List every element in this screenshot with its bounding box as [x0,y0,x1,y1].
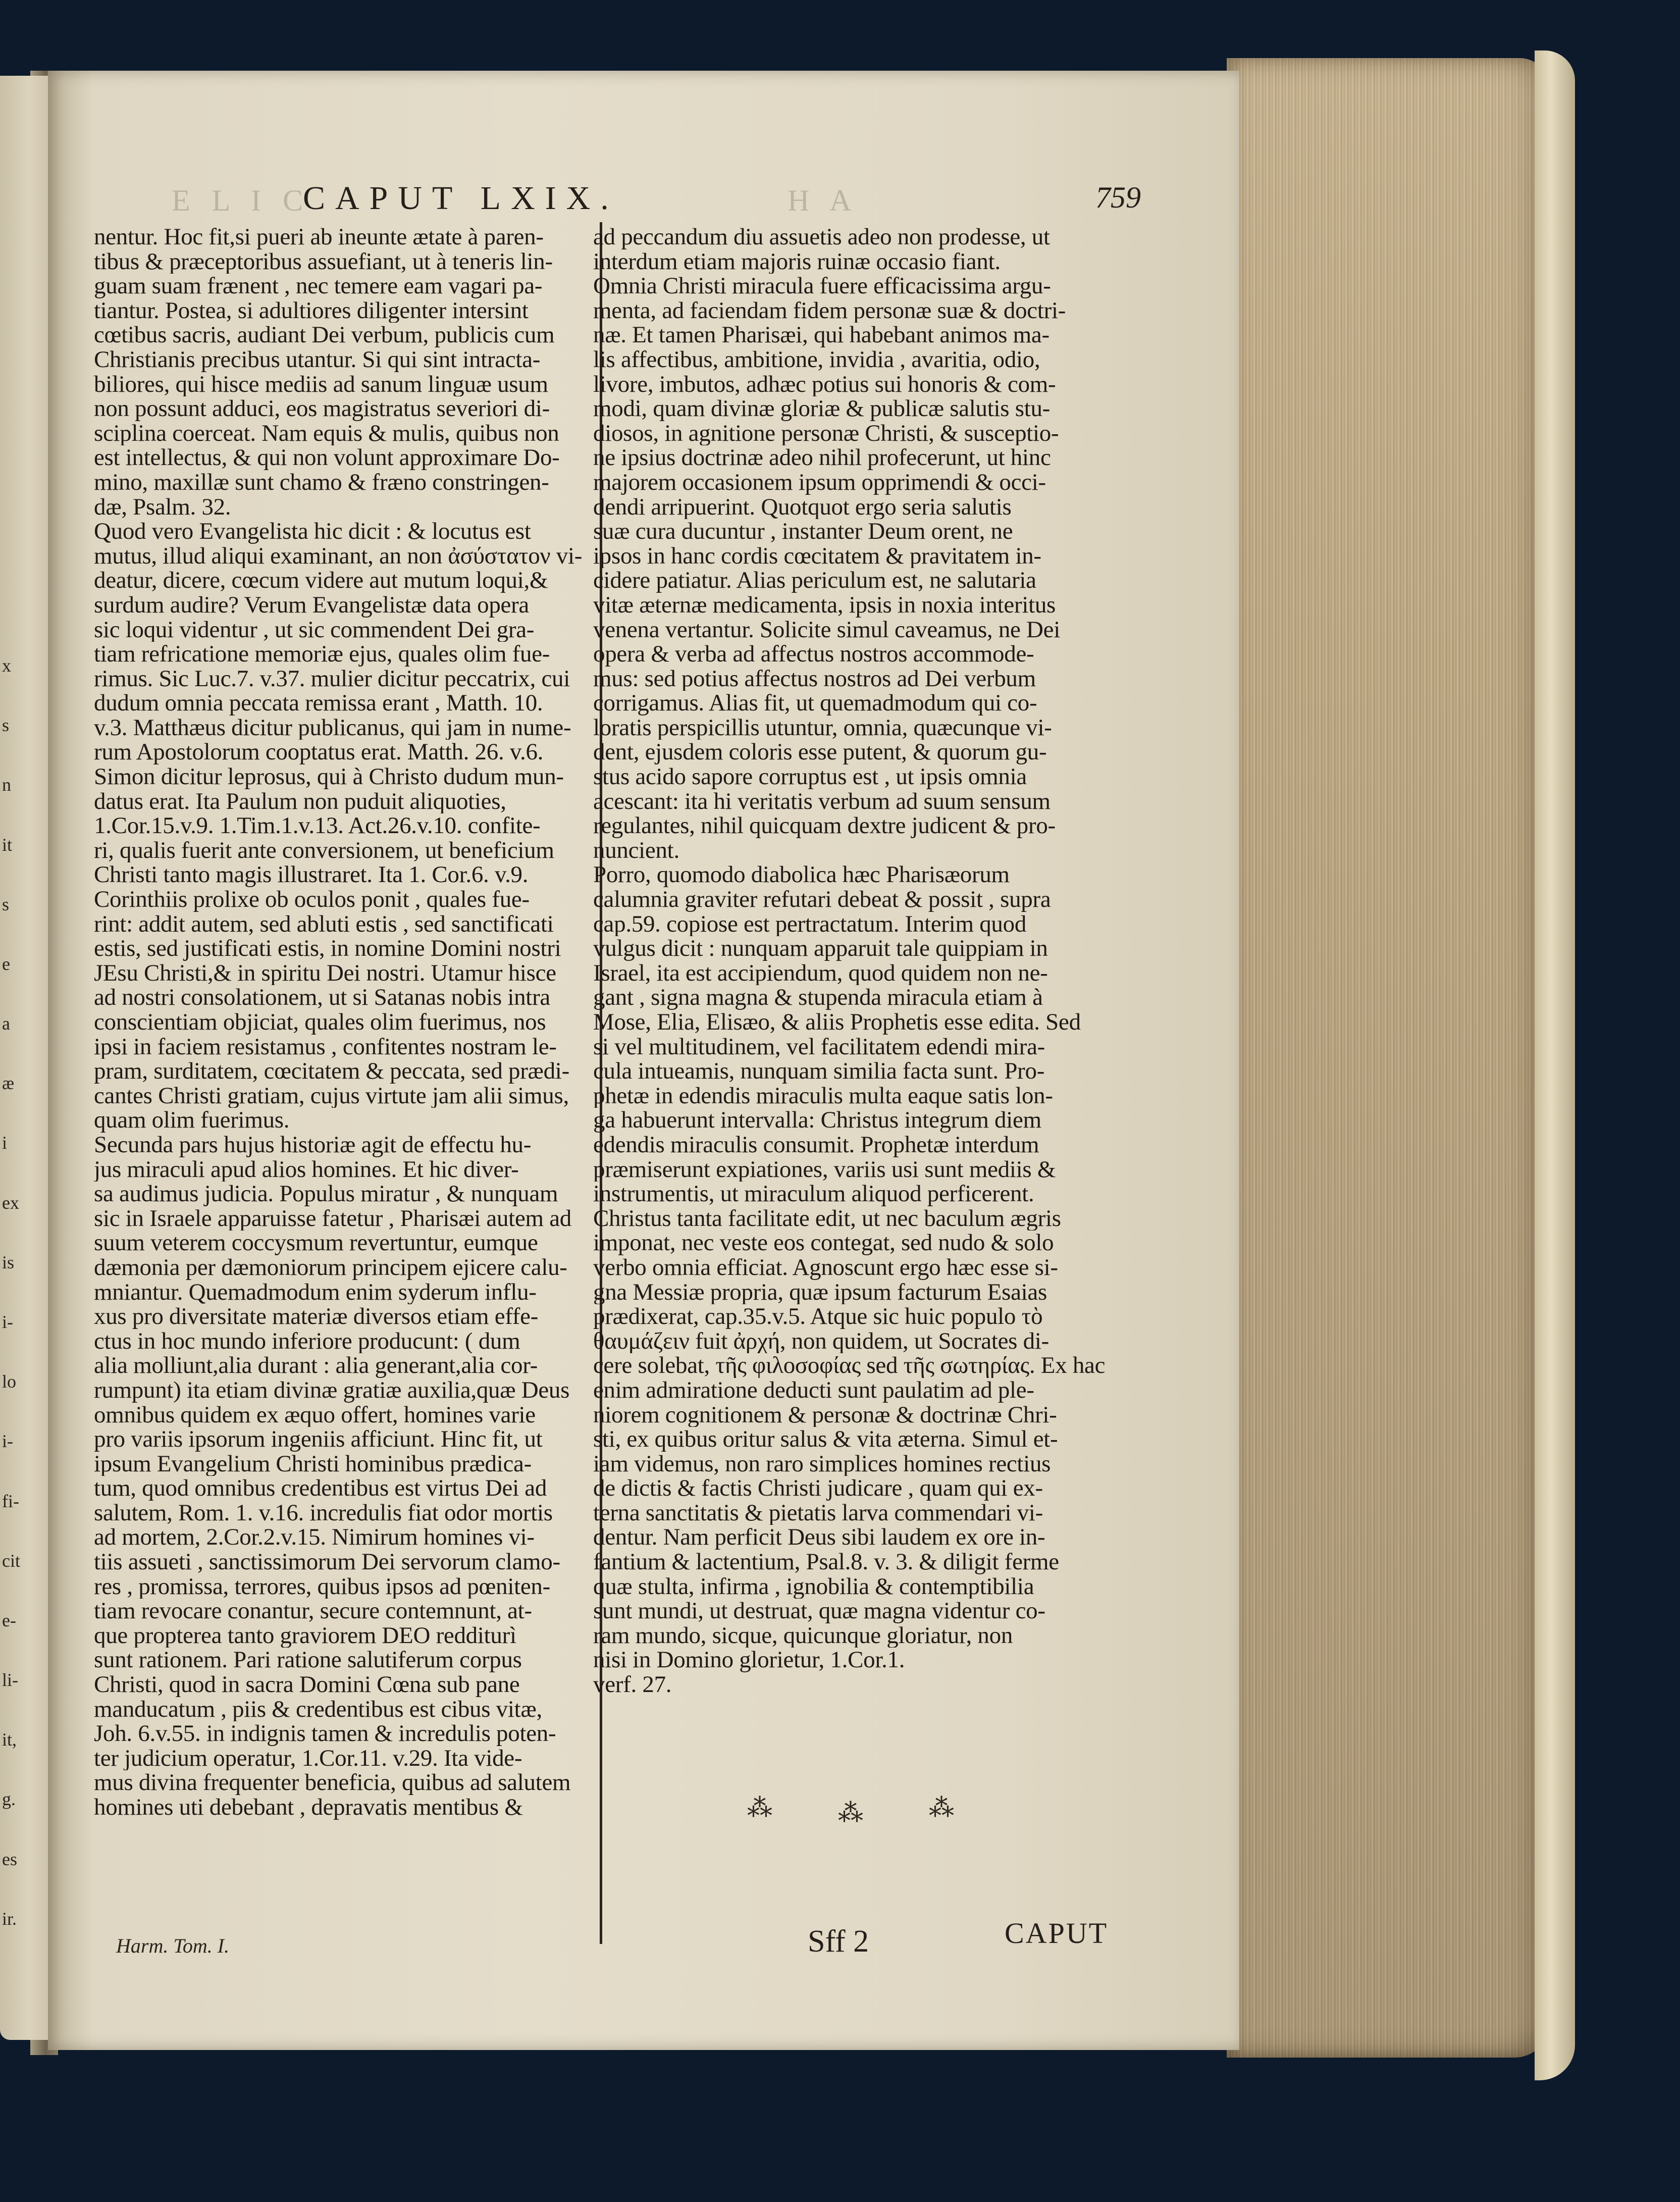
text-line: livore, imbutos, adhæc potius sui honoris & com- [593,372,1056,397]
text-line: salutem, Rom. 1. v.16. incredulis fiat odor mortis [94,1500,553,1525]
text-line: Quod vero Evangelista hic dicit : & locutus est [94,519,531,544]
running-head [172,179,1141,225]
text-line: cœtibus sacris, audiant Dei verbum, publicis cum [94,323,555,347]
asterism-ornament [747,1795,989,1835]
previous-page-fragment: s [2,715,10,736]
previous-page-fragment: i [2,1133,8,1153]
text-line: datus erat. Ita Paulum non puduit aliquoties, [94,789,506,814]
text-line: ne ipsius doctrinæ adeo nihil profecerunt, ut hinc [593,445,1051,470]
text-line: ad nostri consolationem, ut si Satanas nobis intra [94,985,550,1010]
previous-page-fragment: n [2,775,11,795]
text-line: phetæ in edendis miraculis multa eaque satis lon- [593,1083,1053,1108]
previous-page-fragment: e- [2,1610,16,1630]
text-line: Christianis precibus utantur. Si qui sint intracta- [94,347,541,372]
text-line: ipsi in faciem resistamus , confitentes nostram le- [94,1034,557,1059]
text-line: edendis miraculis consumit. Prophetæ interdum [593,1132,1039,1157]
text-line: sciplina coerceat. Nam equis & mulis, quibus non [94,421,559,446]
text-line: jus miraculi apud alios homines. Et hic diver- [94,1157,519,1182]
text-line: ram mundo, sicque, quicunque gloriatur, non [593,1623,1013,1648]
text-line: est intellectus, & qui non volunt approximare Do- [94,445,560,470]
text-line: loratis perspicillis utuntur, omnia, quæcunque vi- [593,715,1052,740]
text-line: næ. Et tamen Pharisæi, qui habebant animos ma- [593,323,1049,347]
text-line: Omnia Christi miracula fuere efficacissima argu- [593,274,1051,298]
text-line: mus divina frequenter beneficia, quibus ad salutem [94,1770,571,1795]
book-cover-edge [1535,50,1575,2080]
text-line: Christus tanta facilitate edit, ut nec baculum ægris [593,1206,1061,1231]
text-line: majorem occasionem ipsum opprimendi & occi- [593,470,1046,495]
text-line: gant , signa magna & stupenda miracula etiam à [593,985,1043,1010]
text-line: v.3. Matthæus dicitur publicanus, qui jam in nume- [94,715,571,740]
text-line: estis, sed justificati estis, in nomine Domini nostri [94,936,561,961]
text-line: mus: sed potius affectus nostros ad Dei verbum [593,666,1036,691]
text-line: ad peccandum diu assuetis adeo non prodesse, ut [593,225,1050,249]
text-line: alia molliunt,alia durant : alia generant,alia cor- [94,1353,538,1378]
previous-page-fragment: i- [2,1312,13,1332]
text-line: ipsum Evangelium Christi hominibus prædica- [94,1451,532,1476]
text-line: omnibus quidem ex æquo offert, homines varie [94,1402,536,1427]
text-line: stus acido sapore corruptus est , ut ipsis omnia [593,764,1027,789]
previous-page-fragment: s [2,894,10,914]
previous-page-fragment: fi- [2,1491,19,1511]
previous-page-fragment: ir. [2,1908,17,1929]
text-line: sunt rationem. Pari ratione salutiferum corpus [94,1648,522,1673]
text-line: sti, ex quibus oritur salus & vita æterna. Simul et- [593,1427,1058,1452]
text-line: regulantes, nihil quicquam dextre judicent & pro- [593,813,1056,838]
text-line: manducatum , piis & credentibus est cibus vitæ, [94,1697,542,1722]
text-line: opera & verba ad affectus nostros accommode- [593,642,1034,667]
text-line: surdum audire? Verum Evangelistæ data opera [94,592,529,618]
previous-page-fragment: es [2,1849,17,1869]
previous-page-fragment: li- [2,1670,18,1691]
previous-page-fragment: cit [2,1550,20,1571]
text-line: imponat, nec veste eos contegat, sed nudo & solo [593,1231,1054,1255]
text-line: ad mortem, 2.Cor.2.v.15. Nimirum homines vi- [94,1525,535,1550]
previous-page-fragment: it, [2,1729,17,1750]
text-line: modi, quam divinæ gloriæ & publicæ salutis stu- [593,396,1051,421]
text-line: enim admiratione deducti sunt paulatim ad ple- [593,1377,1034,1403]
previous-page-fragment: a [2,1013,10,1034]
ornament-glyph: ⁂ [929,1794,954,1822]
text-line: xus pro diversitate materiæ diversos etiam effe- [94,1304,539,1329]
text-line: vitæ æternæ medicamenta, ipsis in noxia interitus [593,592,1056,618]
text-line: 1.Cor.15.v.9. 1.Tim.1.v.13. Act.26.v.10. confite- [94,813,541,838]
previous-page-edge [0,76,48,2040]
ornament-glyph: ⁂ [747,1794,772,1822]
chapter-title: CAPUT LXIX. [303,180,619,217]
text-line: dent, ejusdem coloris esse putent, & quorum gu- [593,740,1047,765]
previous-page-fragment: e [2,953,10,974]
text-line: dæmonia per dæmoniorum principem ejicere calu- [94,1255,567,1280]
text-line: Porro, quomodo diabolica hæc Pharisæorum [593,862,1010,888]
previous-page-fragment: lo [2,1371,17,1392]
text-line: cap.59. copiose est pertractatum. Interim quod [593,911,1027,937]
previous-page-fragment: x [2,655,11,676]
text-line: Corinthiis prolixe ob oculos ponit , quales fue- [94,887,530,912]
text-line: verf. 27. [593,1672,672,1697]
right-text-column [593,225,1113,1697]
text-line: dendi arripuerint. Quotquot ergo seria salutis [593,494,1012,520]
text-line: suum veterem coccysmum revertuntur, eumque [94,1231,538,1255]
text-line: ctus in hoc mundo inferiore producunt: ( dum [94,1328,520,1354]
text-line: calumnia graviter refutari debeat & possit , supra [593,887,1051,912]
text-line: Secunda pars hujus historiæ agit de effectu hu- [94,1132,532,1157]
text-line: conscientiam objiciat, quales olim fuerimus, nos [94,1010,546,1035]
text-line: θαυμάζειν fuit ἀρχή, non quidem, ut Socrates di- [593,1328,1049,1354]
ornament-glyph: ⁂ [838,1799,863,1827]
text-line: interdum etiam majoris ruinæ occasio fiant. [593,249,1001,274]
previous-page-fragment: is [2,1252,15,1272]
text-line: terna sanctitatis & pietatis larva commendari vi- [593,1500,1043,1525]
text-line: sic loqui videntur , ut sic commendent Dei gra- [94,617,535,642]
text-line: rum Apostolorum cooptatus erat. Matth. 26. v.6. [94,740,544,765]
text-line: quam olim fuerimus. [94,1108,290,1133]
text-line: lis affectibus, ambitione, invidia , avaritia, odio, [593,347,1040,372]
catchword: CAPUT [1005,1917,1109,1950]
text-line: verbo omnia efficiat. Agnoscunt ergo hæc esse si- [593,1255,1058,1280]
previous-page-fragment: æ [2,1073,15,1094]
text-line: Christi tanto magis illustraret. Ita 1. Cor.6. v.9. [94,862,529,888]
text-line: deatur, dicere, cœcum videre aut mutum loqui,& [94,568,548,593]
text-line: de dictis & factis Christi judicare , quam qui ex- [593,1476,1043,1501]
text-line: dæ, Psalm. 32. [94,494,231,520]
previous-page-fragment: ex [2,1192,19,1213]
text-line: biliores, qui hisce mediis ad sanum linguæ usum [94,372,548,397]
text-line: ipsos in hanc cordis cœcitatem & pravitatem in- [593,543,1041,569]
show-through-text-left: E L I C [172,184,310,217]
text-line: rimus. Sic Luc.7. v.37. mulier dicitur peccatrix, cui [94,666,570,691]
signature-line: Harm. Tom. I. [116,1934,230,1957]
text-line: tum, quod omnibus credentibus est virtus Dei ad [94,1476,547,1501]
text-line: ri, qualis fuerit ante conversionem, ut beneficium [94,838,554,863]
signature-mark: Sff 2 [808,1924,869,1959]
text-line: nentur. Hoc fit,si pueri ab ineunte ætate à paren- [94,225,544,249]
text-line: nisi in Domino glorietur, 1.Cor.1. [593,1648,905,1673]
text-line: pro variis ipsorum ingeniis afficiunt. Hinc fit, ut [94,1427,543,1452]
text-line: corrigamus. Alias fit, ut quemadmodum qui co- [593,691,1037,715]
text-line: prædixerat, cap.35.v.5. Atque sic huic populo τὸ [593,1304,1043,1329]
text-line: fantium & lactentium, Psal.8. v. 3. & diligit ferme [593,1550,1059,1574]
text-line: ter judicium operatur, 1.Cor.11. v.29. Ita vide- [94,1746,522,1771]
text-line: mino, maxillæ sunt chamo & fræno constringen- [94,470,549,495]
text-line: vulgus dicit : nunquam apparuit tale quippiam in [593,936,1048,961]
page-number: 759 [1095,181,1141,214]
text-line: quæ stulta, infirma , ignobilia & contemptibilia [593,1574,1034,1599]
text-line: cidere patiatur. Alias periculum est, ne salutaria [593,568,1036,593]
previous-page-fragment: i- [2,1431,13,1452]
previous-page-fragment: it [2,834,13,855]
text-line: cula intueamis, nunquam similia facta sunt. Pro- [593,1059,1045,1084]
text-line: sa audimus judicia. Populus miratur , & nunquam [94,1182,558,1206]
text-line: Simon dicitur leprosus, qui à Christo dudum mun- [94,764,564,789]
text-line: sunt mundi, ut destruat, quæ magna videntur co- [593,1599,1045,1623]
text-line: niorem cognitionem & personæ & doctrinæ Chri- [593,1402,1057,1427]
previous-page-text-fragments [0,76,48,2040]
left-text-column [94,225,594,1820]
text-line: dentur. Nam perficit Deus sibi laudem ex ore in- [593,1525,1045,1550]
text-line: præmiserunt expiationes, variis usi sunt mediis & [593,1157,1056,1182]
text-line: cantes Christi gratiam, cujus virtute jam alii simus, [94,1083,569,1108]
text-line: ga habuerunt intervalla: Christus integrum diem [593,1108,1041,1133]
fore-edge-shading [1227,58,1550,2058]
text-line: Israel, ita est accipiendum, quod quidem non ne- [593,960,1048,986]
text-line: mutus, illud aliqui examinant, an non ἀσύστατον vi- [94,543,583,569]
text-line: guam suam frænent , nec temere eam vagari pa- [94,274,543,298]
text-line: res , promissa, terrores, quibus ipsos ad pœniten- [94,1574,550,1599]
text-line: tiantur. Postea, si adultiores diligenter intersint [94,298,529,323]
text-line: dudum omnia peccata remissa erant , Matth. 10. [94,691,543,715]
text-line: tibus & præceptoribus assuefiant, ut à teneris lin- [94,249,553,274]
text-line: mniantur. Quemadmodum enim syderum influ- [94,1279,537,1305]
text-line: pram, surditatem, cœcitatem & peccata, sed prædi- [94,1059,569,1084]
text-line: tiam revocare conantur, secure contemnunt, at- [94,1599,532,1623]
text-line: rumpunt) ita etiam divinæ gratiæ auxilia,quæ Deus [94,1377,570,1403]
text-line: que propterea tanto graviorem DEO redditurì [94,1623,516,1648]
text-line: diosos, in agnitione personæ Christi, & susceptio- [593,421,1059,446]
text-line: sic in Israele apparuisse fatetur , Pharisæi autem ad [94,1206,571,1231]
text-line: tiam refricatione memoriæ ejus, quales olim fue- [94,642,550,667]
text-line: cere solebat, τῆς φιλοσοφίας sed τῆς σωτηρίας. Ex hac [593,1353,1106,1378]
text-line: suæ cura ducuntur , instanter Deum orent, ne [593,519,1013,544]
text-line: Joh. 6.v.55. in indignis tamen & incredulis poten- [94,1721,556,1746]
text-line: Mose, Elia, Elisæo, & aliis Prophetis esse edita. Sed [593,1010,1081,1035]
text-line: non possunt adduci, eos magistratus severiori di- [94,396,550,421]
show-through-text-right: H A [788,184,859,217]
text-line: instrumentis, ut miraculum aliquod perficerent. [593,1182,1034,1206]
text-line: rint: addit autem, sed abluti estis , sed sanctificati [94,911,554,937]
text-line: iam videmus, non raro simplices homines rectius [593,1451,1051,1476]
text-line: nuncient. [593,838,679,863]
text-line: gna Messiæ propria, quæ ipsum facturum Esaias [593,1279,1047,1305]
text-line: Christi, quod in sacra Domini Cœna sub pane [94,1672,520,1697]
text-line: venena vertantur. Solicite simul caveamus, ne Dei [593,617,1061,642]
previous-page-fragment: g. [2,1789,16,1810]
text-line: tiis assueti , sanctissimorum Dei servorum clamo- [94,1550,560,1574]
text-line: menta, ad faciendam fidem personæ suæ & doctri- [593,298,1066,323]
text-line: JEsu Christi,& in spiritu Dei nostri. Utamur hisce [94,960,556,986]
text-line: homines uti debebant , depravatis mentibus & [94,1795,523,1820]
text-line: si vel multitudinem, vel facilitatem edendi mira- [593,1034,1045,1059]
text-line: acescant: ita hi veritatis verbum ad suum sensum [593,789,1051,814]
